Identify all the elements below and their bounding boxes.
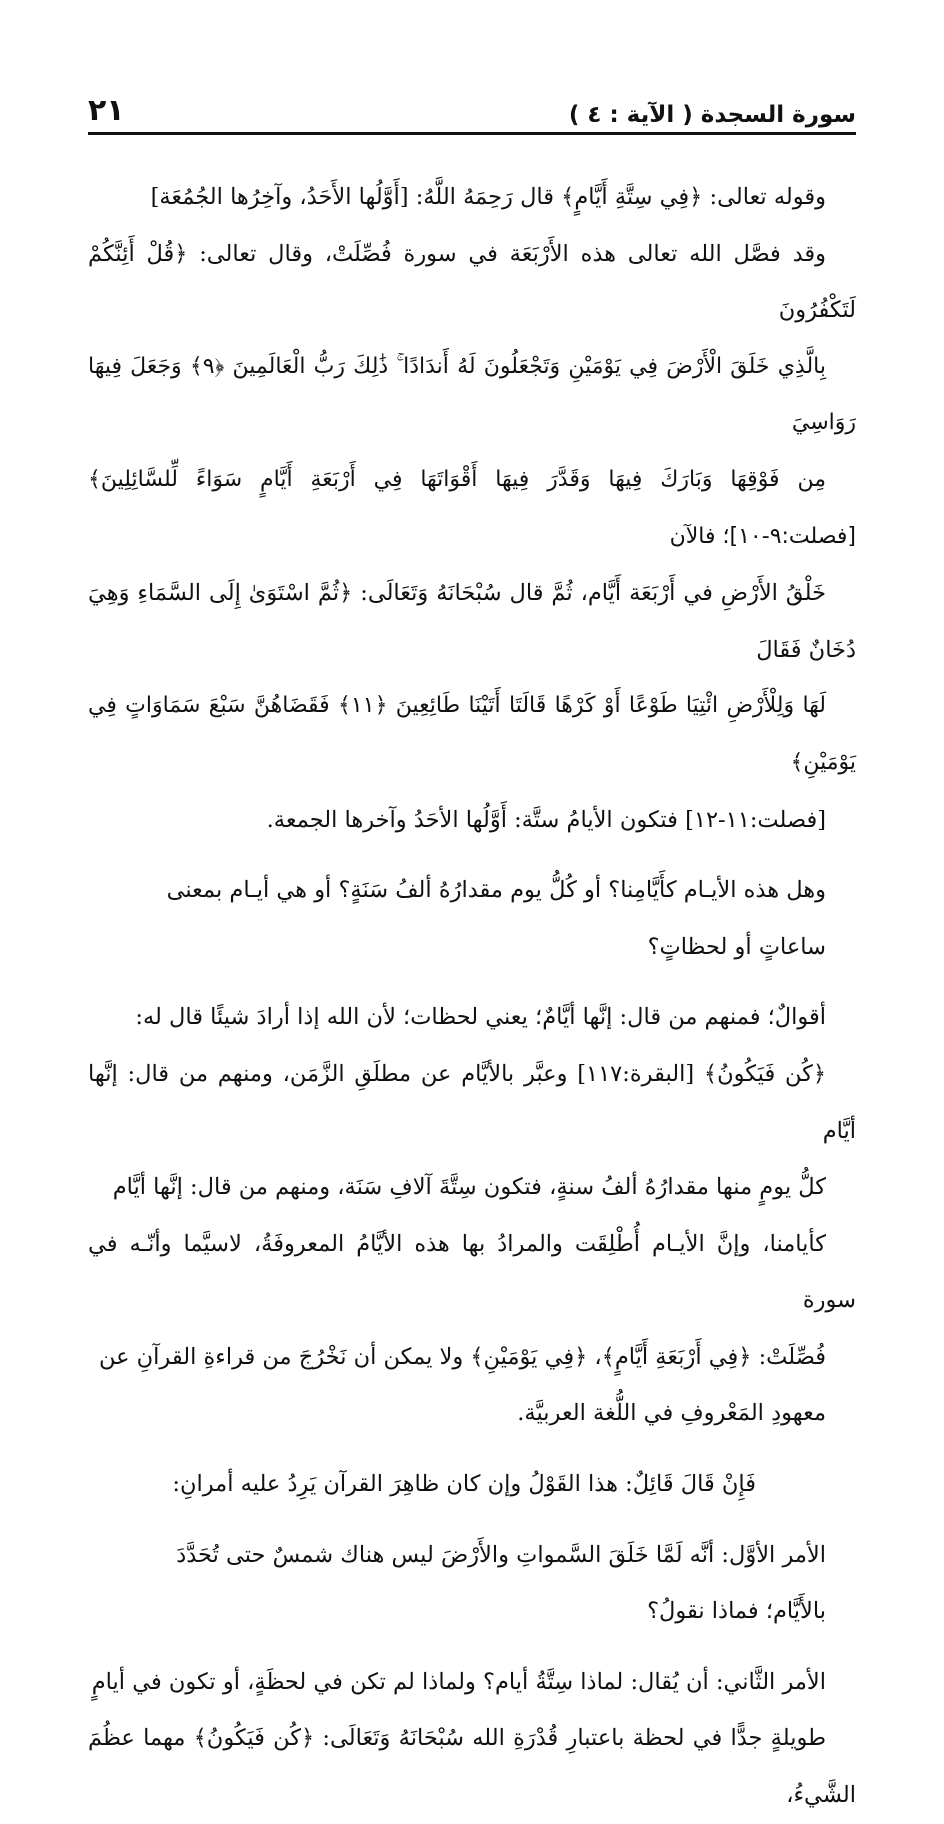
text-line: كلُّ يومٍ منها مقدارُهُ ألفُ سنةٍ، فتكون سِتَّةَ آلافِ سَنَة، ومنهم من قال: إنَّها أيَّام [112,1174,826,1201]
text-line: الأمر الثَّاني: أن يُقال: لماذا سِتَّةُ أيام؟ ولماذا لم تكن في لحظَةٍ، أو تكون في أيامٍ [91,1668,826,1695]
text-line: كأيامنا، وإنَّ الأيـام أُطْلِقَت والمرادُ بها هذه الأيَّامُ المعروفَةُ، لاسيَّما وأنّـه في سورة [88,1230,856,1314]
text-line: خَلْقُ الأَرْضِ في أَرْبَعَة أَيَّام، ثُمَّ قال سُبْحَانَهُ وَتَعَالَى: ﴿ثُمَّ اسْتَوَىٰ إِلَى السَّمَاءِ وَهِيَ دُخَانٌ فَقَالَ [88,580,856,663]
paragraph-first-matter [88,1527,856,1640]
paragraph-second-matter [88,1654,856,1824]
text-line: ﴿كُن فَيَكُونُ﴾ [البقرة:١١٧] وعبَّر بالأيَّام عن مطلَقِ الزَّمَن، ومنهم من قال: إنَّها أيَّام [88,1060,856,1144]
paragraph-opinions [88,989,856,1442]
paragraph-objection [88,1456,856,1513]
text-line: أقوالٌ؛ فمنهم من قال: إنَّها أيَّامٌ؛ يعني لحظات؛ لأن الله إذا أرادَ شيئًا قال له: [135,1004,826,1031]
page-number: ٢١ [88,93,125,128]
paragraph-tafsir-intro [88,169,856,848]
text-line: وقد فصَّل الله تعالى هذه الأَرْبَعَة في سورة فُصِّلَتْ، وقال تعالى: ﴿قُلْ أَئِنَّكُمْ لَتَكْفُرُونَ [88,240,856,324]
paragraph-question [88,862,856,975]
quran-verse-line: لَهَا وَلِلْأَرْضِ ائْتِيَا طَوْعًا أَوْ كَرْهًا قَالَتَا أَتَيْنَا طَائِعِينَ ﴿١١﴾ فَقَضَاهُنَّ سَبْعَ سَمَاوَاتٍ فِي يَوْمَيْنِ﴾ [88,693,856,775]
text-line: طويلةٍ جدًّا في لحظة باعتبارِ قُدْرَةِ الله سُبْحَانَهُ وَتَعَالَى: ﴿كُن فَيَكُونُ﴾ مهما عظُمَ الشَّيءُ، [88,1725,856,1809]
text-line: فُصِّلَتْ: ﴿فِي أَرْبَعَةِ أَيَّامٍ﴾، ﴿فِي يَوْمَيْنِ﴾ ولا يمكن أن نَخْرُجَ من قراءةِ القرآنِ عن [98,1343,826,1370]
page-body [88,169,856,1824]
text-line: ساعاتٍ أو لحظاتٍ؟ [647,933,826,960]
text-line: بالأَيَّام؛ فماذا نقولُ؟ [647,1598,826,1625]
quran-verse-line: مِن فَوْقِهَا وَبَارَكَ فِيهَا وَقَدَّرَ فِيهَا أَقْوَاتَهَا فِي أَرْبَعَةِ أَيَّامٍ سَوَاءً لِّلسَّائِلِينَ﴾ [فصلت:٩-١٠]؛ فالآن [88,466,856,549]
text-line: وقوله تعالى: ﴿فِي سِتَّةِ أَيَّامٍ﴾ قال رَحِمَهُ اللَّهُ: [أَوَّلُها الأَحَدُ، وآخِرُها الجُمُعَة] [150,184,826,210]
text-line: الأمر الأوَّل: أنَّه لَمَّا خَلَقَ السَّمواتِ والأَرْضَ ليس هناك شمسٌ حتى تُحَدَّدَ [176,1541,826,1568]
quran-verse-line: بِالَّذِي خَلَقَ الْأَرْضَ فِي يَوْمَيْنِ وَتَجْعَلُونَ لَهُ أَندَادًا ۚ ذَٰلِكَ رَبُّ الْعَالَمِينَ ﴿٩﴾ وَجَعَلَ فِيهَا رَوَاسِيَ [88,353,856,436]
text-line: [فصلت:١١-١٢] فتكون الأيامُ ستَّة: أَوَّلُها الأحَدُ وآخرها الجمعة. [266,806,826,833]
running-header-title: سورة السجدة ( الآية : ٤ ) [568,102,856,128]
text-line: فَإِنْ قَالَ قَائِلٌ: هذا القَوْلُ وإن كان ظاهِرَ القرآن يَرِدُ عليه أمرانِ: [172,1471,756,1498]
text-line: معهودِ المَعْروفِ في اللُّغة العربيَّة. [517,1400,826,1427]
text-line: وهل هذه الأيـام كأَيَّامِنا؟ أو كُلُّ يوم مقدارُهُ ألفُ سَنَةٍ؟ أو هي أيـام بمعنى [166,877,826,904]
running-header [88,88,856,135]
